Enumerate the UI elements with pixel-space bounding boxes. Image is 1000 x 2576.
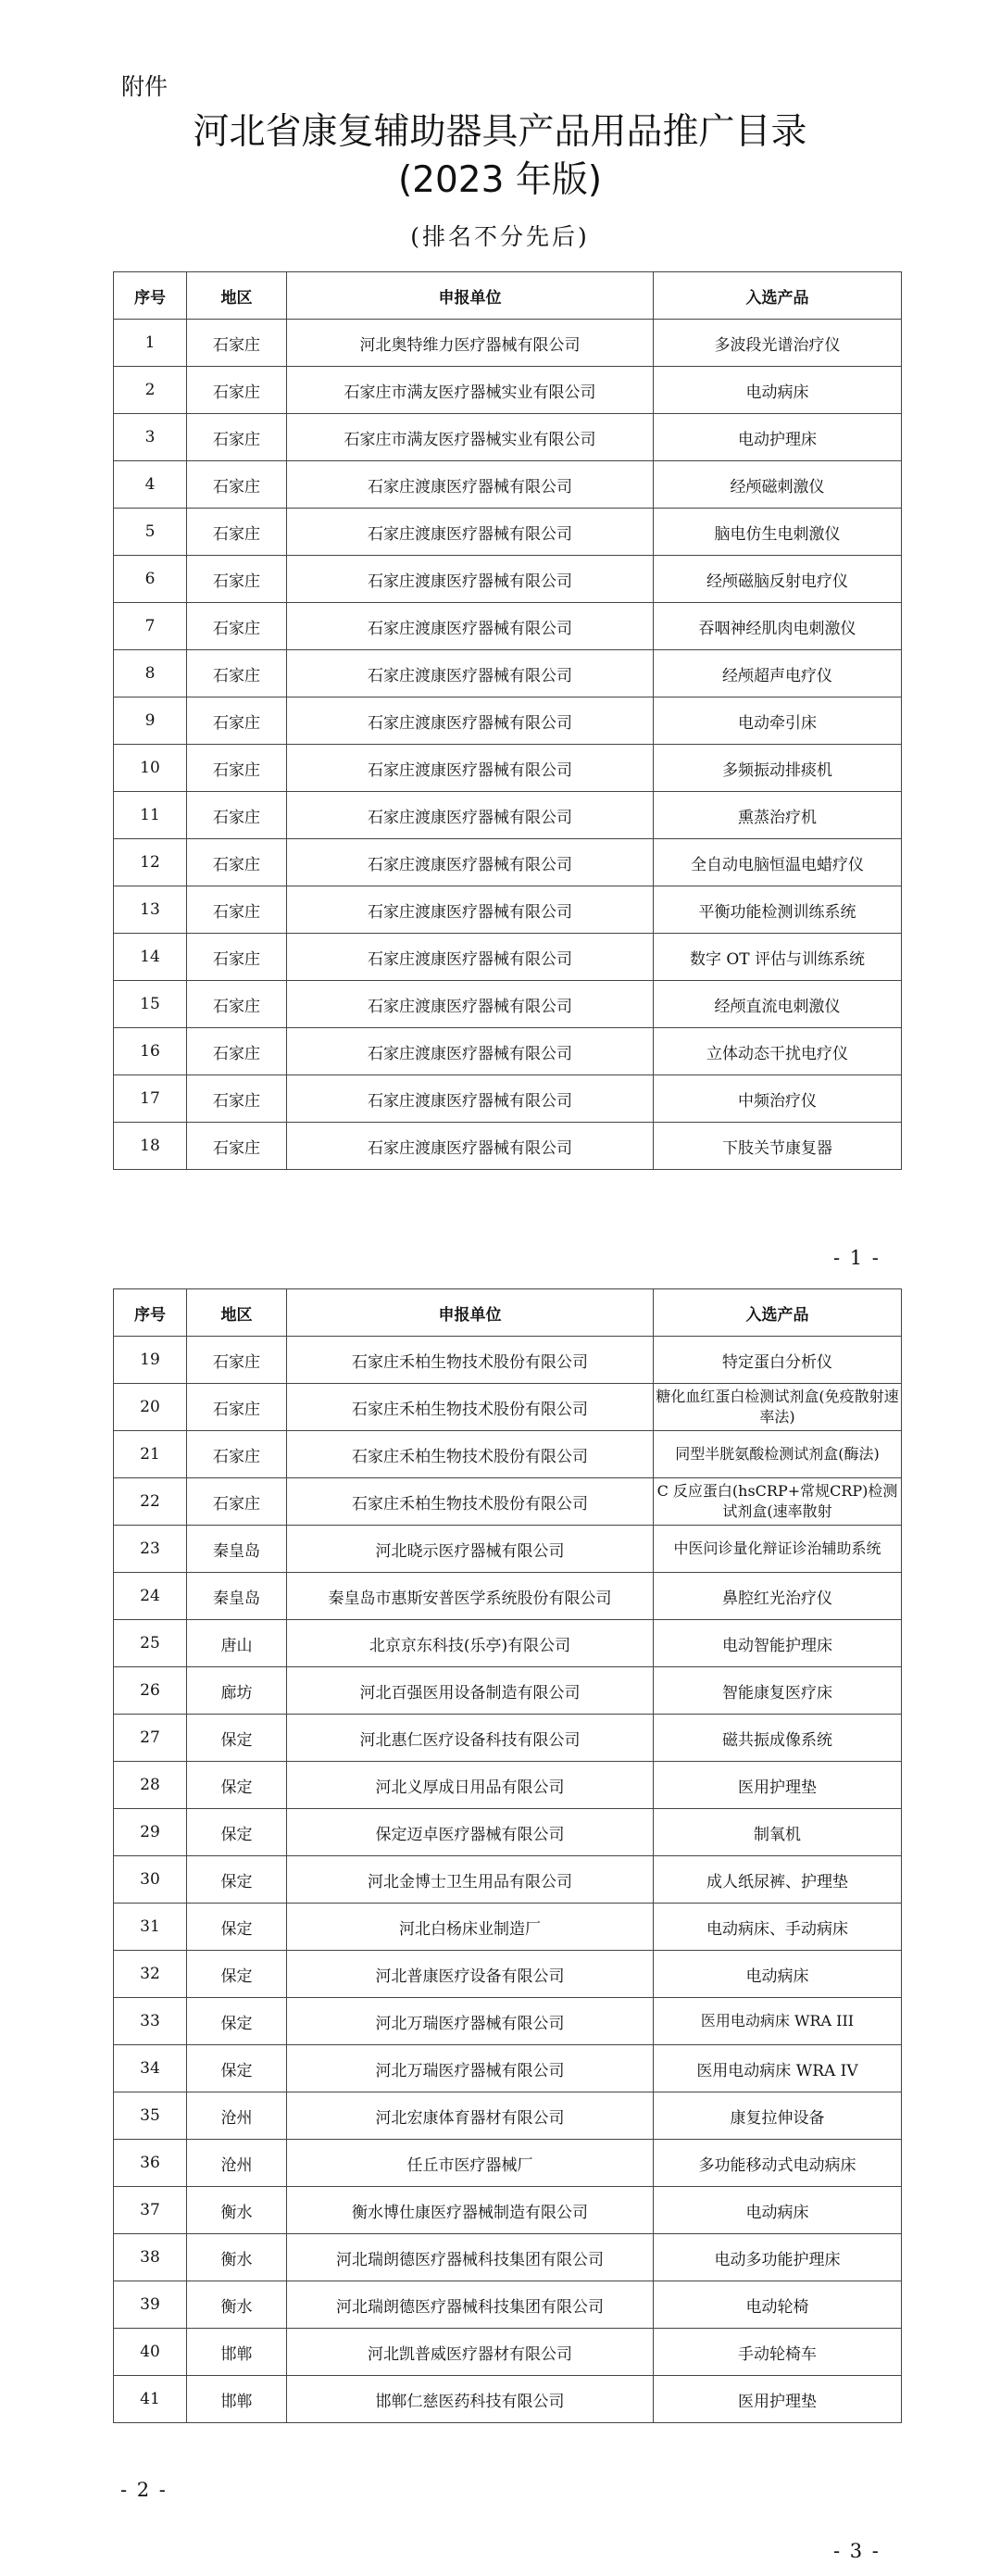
cell-region: 石家庄 (187, 1337, 287, 1384)
cell-region: 保定 (187, 1856, 287, 1904)
cell-product: 磁共振成像系统 (654, 1715, 902, 1762)
cell-company: 河北金博士卫生用品有限公司 (287, 1856, 654, 1904)
col-header-product: 入选产品 (654, 1289, 902, 1337)
table-row (114, 650, 902, 697)
page-number: - 1 - (833, 1247, 881, 1269)
table-row (114, 320, 902, 367)
cell-index: 35 (114, 2092, 187, 2140)
col-header-company: 申报单位 (287, 1289, 654, 1337)
cell-product: 多功能移动式电动病床 (654, 2140, 902, 2187)
cell-region: 石家庄 (187, 1431, 287, 1478)
cell-company: 石家庄渡康医疗器械有限公司 (287, 1075, 654, 1123)
cell-company: 石家庄渡康医疗器械有限公司 (287, 461, 654, 509)
cell-index: 11 (114, 792, 187, 839)
table-row (114, 1998, 902, 2045)
cell-product: 医用护理垫 (654, 2376, 902, 2423)
table-body-page-2 (114, 1337, 902, 2423)
cell-region: 石家庄 (187, 1123, 287, 1170)
cell-product: 电动智能护理床 (654, 1620, 902, 1667)
cell-index: 26 (114, 1667, 187, 1715)
cell-company: 石家庄渡康医疗器械有限公司 (287, 886, 654, 934)
cell-company: 石家庄渡康医疗器械有限公司 (287, 1123, 654, 1170)
table-row (114, 461, 902, 509)
cell-product: 电动轮椅 (654, 2281, 902, 2329)
cell-region: 石家庄 (187, 981, 287, 1028)
cell-region: 石家庄 (187, 1478, 287, 1526)
cell-product: 手动轮椅车 (654, 2329, 902, 2376)
cell-company: 石家庄禾柏生物技术股份有限公司 (287, 1337, 654, 1384)
cell-product: 中频治疗仪 (654, 1075, 902, 1123)
cell-product: 电动病床 (654, 367, 902, 414)
cell-index: 8 (114, 650, 187, 697)
cell-company: 石家庄渡康医疗器械有限公司 (287, 603, 654, 650)
cell-company: 河北万瑞医疗器械有限公司 (287, 1998, 654, 2045)
cell-company: 石家庄市满友医疗器械实业有限公司 (287, 367, 654, 414)
cell-company: 任丘市医疗器械厂 (287, 2140, 654, 2187)
cell-region: 邯郸 (187, 2329, 287, 2376)
cell-index: 40 (114, 2329, 187, 2376)
cell-index: 19 (114, 1337, 187, 1384)
cell-company: 河北白杨床业制造厂 (287, 1904, 654, 1951)
table-row (114, 981, 902, 1028)
attachment-label: 附件 (121, 73, 169, 100)
cell-region: 石家庄 (187, 603, 287, 650)
table-header-row (114, 1289, 902, 1337)
table-row (114, 1762, 902, 1809)
table-row (114, 509, 902, 556)
cell-company: 石家庄渡康医疗器械有限公司 (287, 981, 654, 1028)
table-row (114, 745, 902, 792)
table-row (114, 1809, 902, 1856)
cell-index: 31 (114, 1904, 187, 1951)
cell-product: 特定蛋白分析仪 (654, 1337, 902, 1384)
cell-index: 3 (114, 414, 187, 461)
cell-product: 下肢关节康复器 (654, 1123, 902, 1170)
cell-region: 唐山 (187, 1620, 287, 1667)
cell-region: 保定 (187, 1951, 287, 1998)
cell-product: 康复拉伸设备 (654, 2092, 902, 2140)
cell-region: 石家庄 (187, 367, 287, 414)
cell-region: 石家庄 (187, 509, 287, 556)
cell-product: 同型半胱氨酸检测试剂盒(酶法) (654, 1431, 902, 1478)
cell-region: 石家庄 (187, 1384, 287, 1431)
cell-index: 34 (114, 2045, 187, 2092)
table-row (114, 1123, 902, 1170)
cell-company: 石家庄市满友医疗器械实业有限公司 (287, 414, 654, 461)
cell-region: 保定 (187, 1809, 287, 1856)
cell-index: 16 (114, 1028, 187, 1075)
cell-company: 河北瑞朗德医疗器械科技集团有限公司 (287, 2281, 654, 2329)
cell-index: 32 (114, 1951, 187, 1998)
cell-product: 多频振动排痰机 (654, 745, 902, 792)
cell-product: 中医问诊量化辩证诊治辅助系统 (654, 1526, 902, 1573)
cell-company: 河北奥特维力医疗器械有限公司 (287, 320, 654, 367)
cell-product: 吞咽神经肌肉电刺激仪 (654, 603, 902, 650)
cell-index: 21 (114, 1431, 187, 1478)
table-row (114, 1951, 902, 1998)
table-body-page-1 (114, 320, 902, 1170)
page-number: - 3 - (833, 2540, 881, 2562)
col-header-product: 入选产品 (654, 272, 902, 320)
cell-index: 27 (114, 1715, 187, 1762)
cell-region: 衡水 (187, 2234, 287, 2281)
cell-index: 30 (114, 1856, 187, 1904)
cell-company: 石家庄禾柏生物技术股份有限公司 (287, 1478, 654, 1526)
cell-company: 衡水博仕康医疗器械制造有限公司 (287, 2187, 654, 2234)
cell-region: 石家庄 (187, 839, 287, 886)
cell-index: 12 (114, 839, 187, 886)
cell-company: 石家庄渡康医疗器械有限公司 (287, 792, 654, 839)
cell-company: 河北义厚成日用品有限公司 (287, 1762, 654, 1809)
col-header-region: 地区 (187, 1289, 287, 1337)
cell-index: 15 (114, 981, 187, 1028)
cell-index: 1 (114, 320, 187, 367)
cell-product: 电动病床、手动病床 (654, 1904, 902, 1951)
table-row (114, 1715, 902, 1762)
table-row (114, 886, 902, 934)
cell-company: 石家庄禾柏生物技术股份有限公司 (287, 1431, 654, 1478)
col-header-index: 序号 (114, 272, 187, 320)
cell-region: 保定 (187, 1904, 287, 1951)
table-row (114, 2140, 902, 2187)
cell-company: 河北百强医用设备制造有限公司 (287, 1667, 654, 1715)
cell-company: 河北普康医疗设备有限公司 (287, 1951, 654, 1998)
table-row (114, 1904, 902, 1951)
cell-company: 河北宏康体育器材有限公司 (287, 2092, 654, 2140)
cell-product: 脑电仿生电刺激仪 (654, 509, 902, 556)
cell-index: 22 (114, 1478, 187, 1526)
cell-product: 平衡功能检测训练系统 (654, 886, 902, 934)
table-row (114, 1856, 902, 1904)
cell-product: 糖化血红蛋白检测试剂盒(免疫散射速率法) (654, 1384, 902, 1431)
cell-region: 石家庄 (187, 745, 287, 792)
cell-region: 石家庄 (187, 1028, 287, 1075)
cell-region: 石家庄 (187, 886, 287, 934)
cell-index: 14 (114, 934, 187, 981)
table-row (114, 2376, 902, 2423)
table-row (114, 556, 902, 603)
cell-company: 石家庄渡康医疗器械有限公司 (287, 839, 654, 886)
cell-region: 石家庄 (187, 792, 287, 839)
cell-product: 经颅直流电刺激仪 (654, 981, 902, 1028)
cell-company: 石家庄禾柏生物技术股份有限公司 (287, 1384, 654, 1431)
cell-index: 5 (114, 509, 187, 556)
table-row (114, 414, 902, 461)
cell-product: 电动护理床 (654, 414, 902, 461)
cell-company: 保定迈卓医疗器械有限公司 (287, 1809, 654, 1856)
cell-region: 石家庄 (187, 650, 287, 697)
cell-company: 石家庄渡康医疗器械有限公司 (287, 650, 654, 697)
cell-index: 17 (114, 1075, 187, 1123)
table-row (114, 2045, 902, 2092)
product-table-page-1 (113, 271, 902, 1170)
table-row (114, 367, 902, 414)
table-row (114, 792, 902, 839)
cell-index: 7 (114, 603, 187, 650)
cell-product: 智能康复医疗床 (654, 1667, 902, 1715)
table-row (114, 603, 902, 650)
cell-company: 邯郸仁慈医药科技有限公司 (287, 2376, 654, 2423)
table-row (114, 839, 902, 886)
cell-product: 立体动态干扰电疗仪 (654, 1028, 902, 1075)
cell-product: 全自动电脑恒温电蜡疗仪 (654, 839, 902, 886)
cell-company: 河北惠仁医疗设备科技有限公司 (287, 1715, 654, 1762)
table-header-row (114, 272, 902, 320)
cell-company: 秦皇岛市惠斯安普医学系统股份有限公司 (287, 1573, 654, 1620)
cell-product: 电动病床 (654, 1951, 902, 1998)
table-row (114, 1384, 902, 1431)
table-row (114, 1573, 902, 1620)
cell-region: 秦皇岛 (187, 1573, 287, 1620)
product-table-page-2 (113, 1288, 902, 2423)
cell-index: 33 (114, 1998, 187, 2045)
document-title: 河北省康复辅助器具产品用品推广目录 (193, 111, 807, 153)
cell-product: 数字 OT 评估与训练系统 (654, 934, 902, 981)
cell-product: 多波段光谱治疗仪 (654, 320, 902, 367)
cell-index: 9 (114, 697, 187, 745)
cell-product: 熏蒸治疗机 (654, 792, 902, 839)
cell-index: 20 (114, 1384, 187, 1431)
col-header-index: 序号 (114, 1289, 187, 1337)
cell-index: 28 (114, 1762, 187, 1809)
cell-region: 石家庄 (187, 934, 287, 981)
cell-index: 4 (114, 461, 187, 509)
cell-index: 25 (114, 1620, 187, 1667)
cell-region: 沧州 (187, 2092, 287, 2140)
cell-region: 衡水 (187, 2187, 287, 2234)
col-header-company: 申报单位 (287, 272, 654, 320)
cell-region: 保定 (187, 1998, 287, 2045)
cell-region: 秦皇岛 (187, 1526, 287, 1573)
cell-region: 邯郸 (187, 2376, 287, 2423)
cell-product: 经颅磁脑反射电疗仪 (654, 556, 902, 603)
cell-index: 23 (114, 1526, 187, 1573)
cell-region: 廊坊 (187, 1667, 287, 1715)
table-row (114, 2187, 902, 2234)
cell-company: 石家庄渡康医疗器械有限公司 (287, 745, 654, 792)
cell-product: 制氧机 (654, 1809, 902, 1856)
cell-product: 成人纸尿裤、护理垫 (654, 1856, 902, 1904)
cell-company: 石家庄渡康医疗器械有限公司 (287, 697, 654, 745)
cell-company: 石家庄渡康医疗器械有限公司 (287, 1028, 654, 1075)
table-row (114, 2234, 902, 2281)
col-header-region: 地区 (187, 272, 287, 320)
cell-company: 河北万瑞医疗器械有限公司 (287, 2045, 654, 2092)
table-row (114, 2329, 902, 2376)
cell-region: 石家庄 (187, 697, 287, 745)
cell-company: 石家庄渡康医疗器械有限公司 (287, 509, 654, 556)
cell-region: 石家庄 (187, 461, 287, 509)
cell-region: 衡水 (187, 2281, 287, 2329)
table-row (114, 934, 902, 981)
cell-region: 石家庄 (187, 1075, 287, 1123)
table-row (114, 1075, 902, 1123)
cell-product: 医用电动病床 WRA IV (654, 2045, 902, 2092)
cell-index: 13 (114, 886, 187, 934)
cell-index: 41 (114, 2376, 187, 2423)
cell-product: 鼻腔红光治疗仪 (654, 1573, 902, 1620)
table-row (114, 1337, 902, 1384)
cell-index: 2 (114, 367, 187, 414)
cell-region: 保定 (187, 2045, 287, 2092)
table-row (114, 1478, 902, 1526)
table-row (114, 1028, 902, 1075)
cell-index: 18 (114, 1123, 187, 1170)
page-number: - 2 - (120, 2479, 168, 2501)
document-title-year: (2023 年版) (397, 159, 603, 201)
cell-company: 石家庄渡康医疗器械有限公司 (287, 934, 654, 981)
cell-region: 石家庄 (187, 414, 287, 461)
cell-product: 经颅磁刺激仪 (654, 461, 902, 509)
cell-region: 石家庄 (187, 556, 287, 603)
cell-product: C 反应蛋白(hsCRP+常规CRP)检测试剂盒(速率散射 (654, 1478, 902, 1526)
cell-product: 经颅超声电疗仪 (654, 650, 902, 697)
cell-region: 石家庄 (187, 320, 287, 367)
cell-index: 29 (114, 1809, 187, 1856)
document-subtitle: (排名不分先后) (410, 223, 590, 250)
cell-index: 37 (114, 2187, 187, 2234)
cell-index: 24 (114, 1573, 187, 1620)
cell-index: 36 (114, 2140, 187, 2187)
cell-region: 保定 (187, 1762, 287, 1809)
cell-product: 电动牵引床 (654, 697, 902, 745)
table-row (114, 2092, 902, 2140)
cell-company: 河北凯普威医疗器材有限公司 (287, 2329, 654, 2376)
cell-region: 沧州 (187, 2140, 287, 2187)
table-row (114, 1667, 902, 1715)
cell-company: 石家庄渡康医疗器械有限公司 (287, 556, 654, 603)
cell-product: 医用电动病床 WRA III (654, 1998, 902, 2045)
cell-company: 北京京东科技(乐亭)有限公司 (287, 1620, 654, 1667)
cell-region: 保定 (187, 1715, 287, 1762)
cell-company: 河北瑞朗德医疗器械科技集团有限公司 (287, 2234, 654, 2281)
table-row (114, 1431, 902, 1478)
table-row (114, 2281, 902, 2329)
table-row (114, 697, 902, 745)
table-row (114, 1620, 902, 1667)
cell-index: 6 (114, 556, 187, 603)
cell-product: 电动多功能护理床 (654, 2234, 902, 2281)
table-row (114, 1526, 902, 1573)
cell-index: 10 (114, 745, 187, 792)
cell-index: 39 (114, 2281, 187, 2329)
cell-index: 38 (114, 2234, 187, 2281)
cell-product: 电动病床 (654, 2187, 902, 2234)
cell-company: 河北晓示医疗器械有限公司 (287, 1526, 654, 1573)
cell-product: 医用护理垫 (654, 1762, 902, 1809)
